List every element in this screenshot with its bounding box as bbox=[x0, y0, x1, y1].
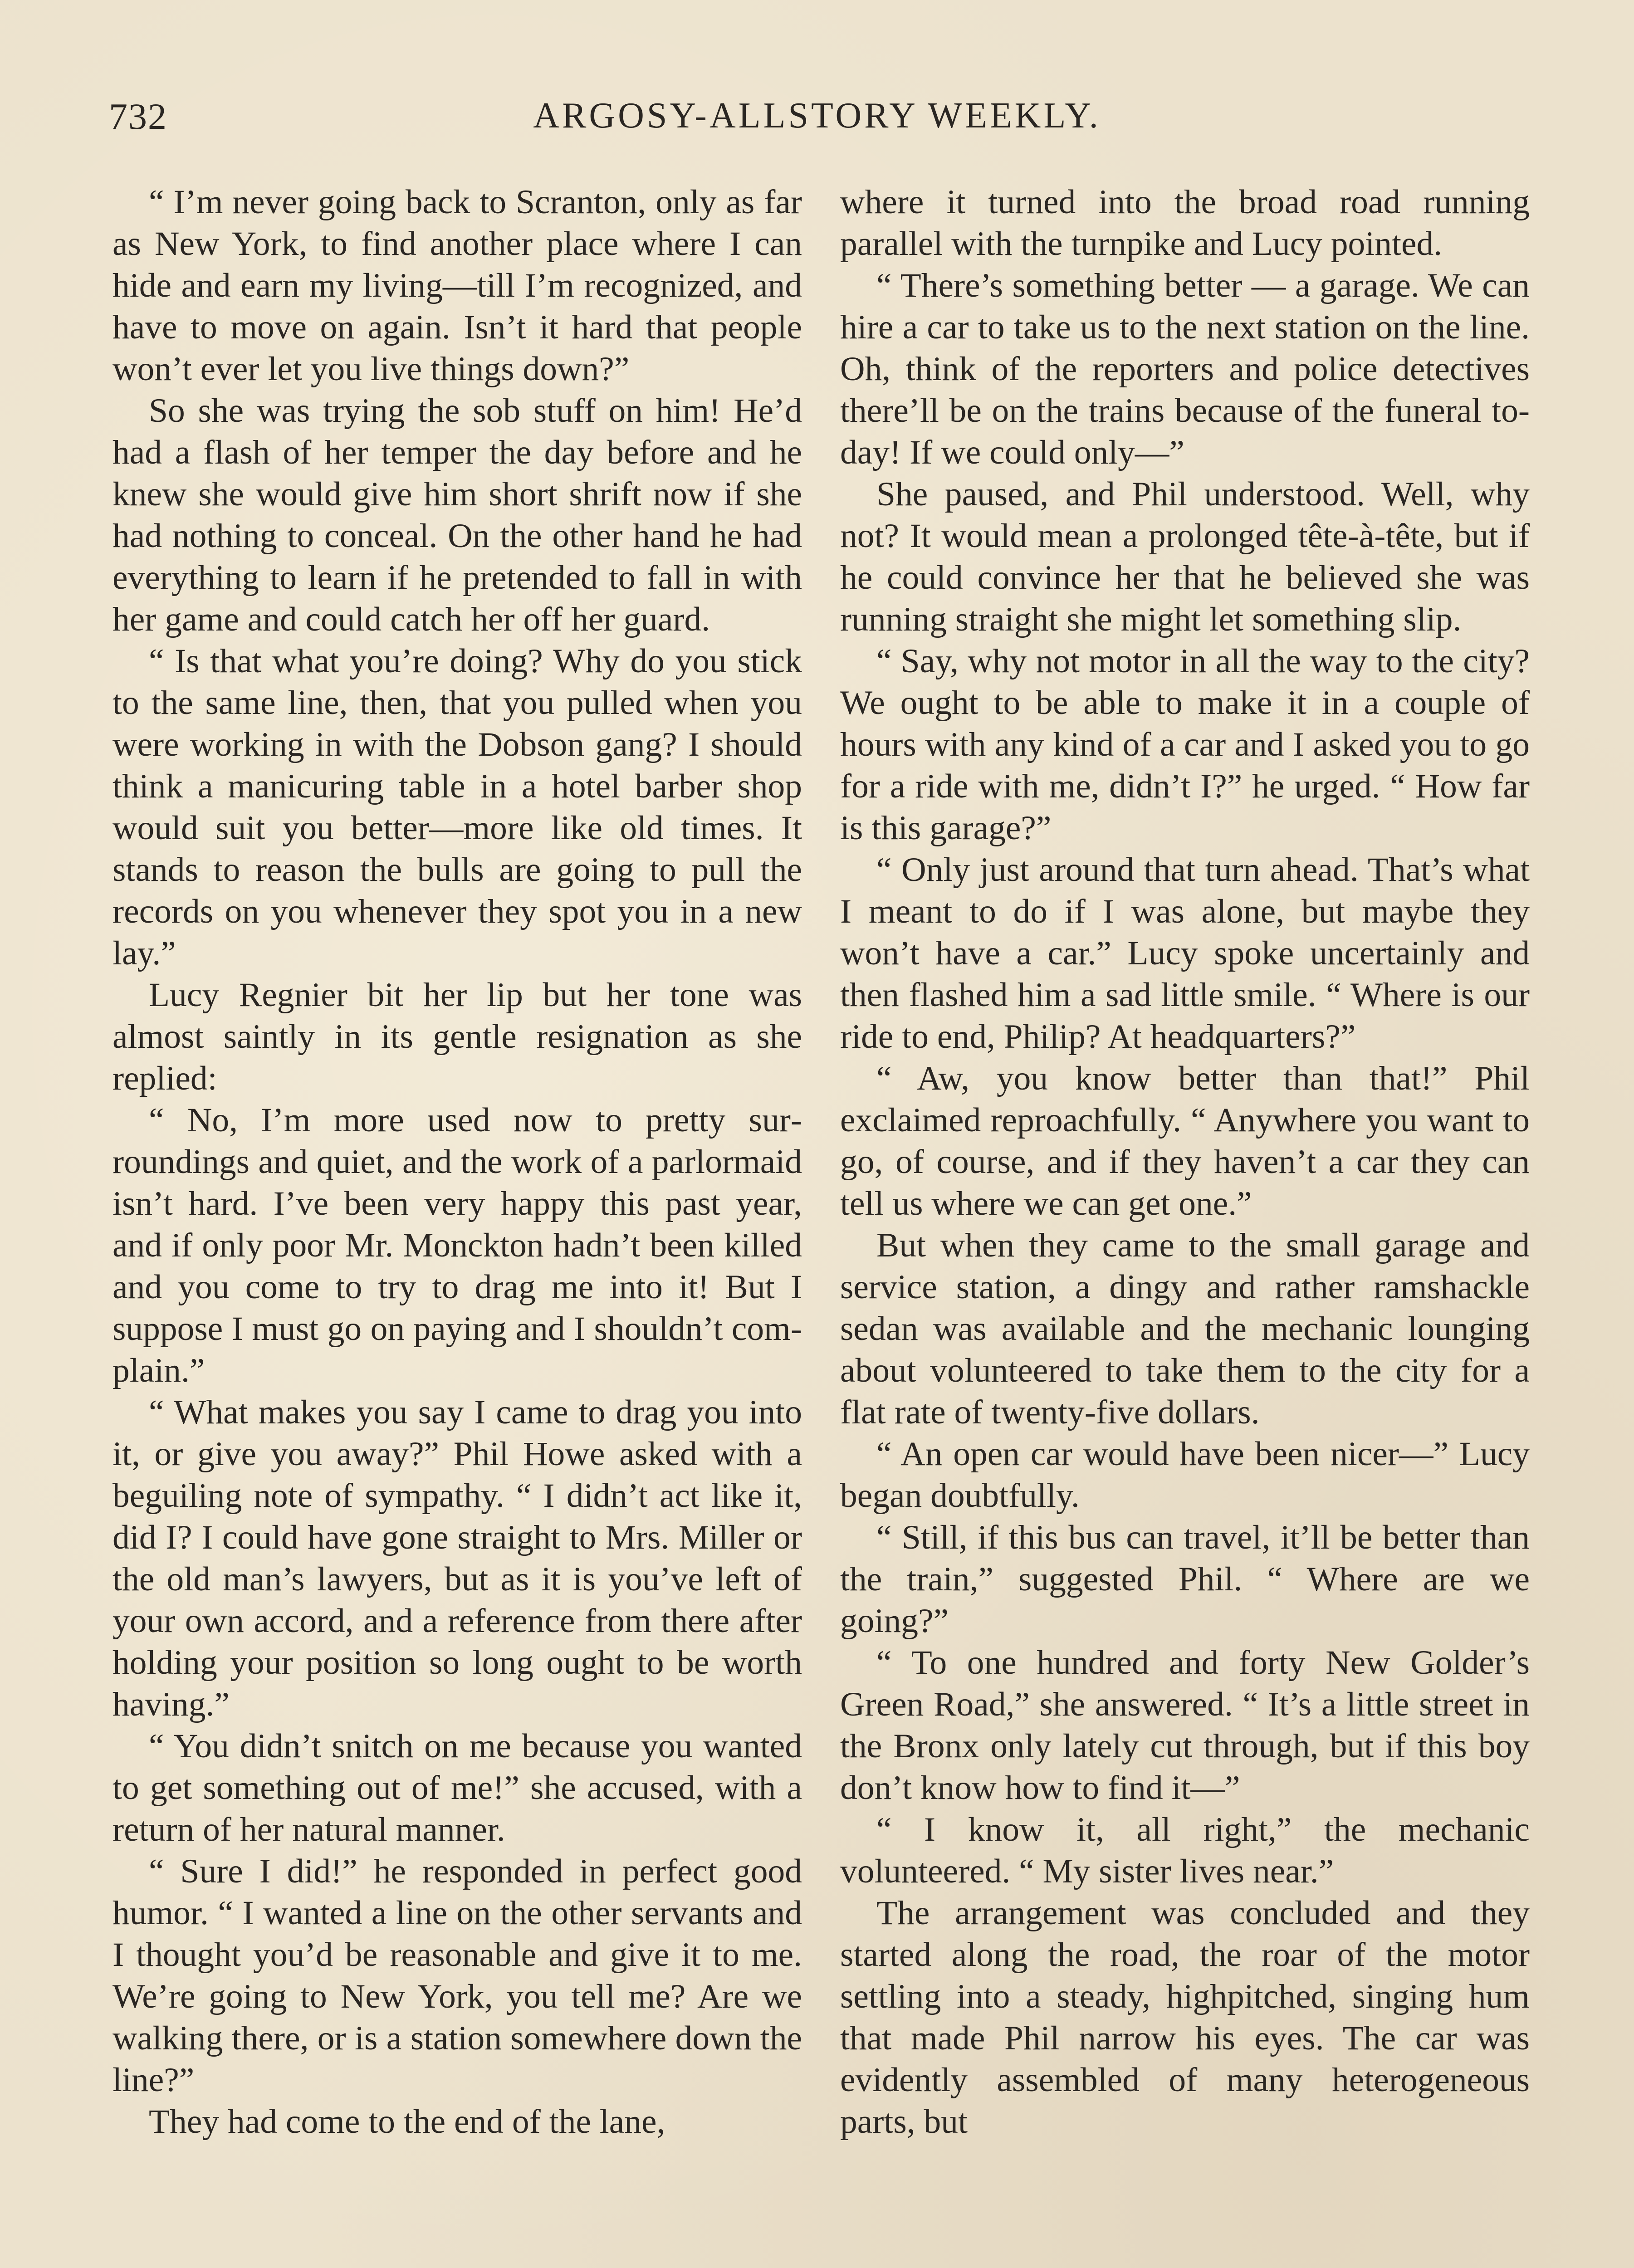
paragraph: But when they came to the small garage and service station, a dingy and rather ramshackle sedan was available and the mechanic lounging about volunteered to take them to the city for a flat rate of twenty-five dollars. bbox=[840, 1227, 1530, 1431]
paragraph: “ There’s something better — a garage. We can hire a car to take us to the next station on the line. Oh, think of the reporters and police detectives there’ll be on the trains because of the funeral to-day! If we could only—” bbox=[840, 267, 1530, 471]
right-column bbox=[840, 181, 1530, 2143]
paragraph: So she was trying the sob stuff on him! He’d had a flash of her temper the day before and he knew she would give him short shrift now if she had nothing to conceal. On the other hand he had everything to learn if he pretended to fall in with her game and could catch her off her guard. bbox=[113, 392, 802, 638]
paragraph: “ Say, why not motor in all the way to the city? We ought to be able to make it in a couple of hours with any kind of a car and I asked you to go for a ride with me, didn’t I?” he urged. “ How far is this garage?” bbox=[840, 642, 1530, 847]
paragraph: “ Aw, you know better than that!” Phil exclaimed reproachfully. “ Anywhere you want to go, of course, and if they haven’t a car they can tell us where we can get one.” bbox=[840, 1060, 1530, 1222]
page-number: 732 bbox=[109, 96, 167, 137]
paragraph: She paused, and Phil understood. Well, why not? It would mean a prolonged tête-à-tête, but if he could convince her that he believed she was running straight she might let something slip. bbox=[840, 475, 1530, 638]
paragraph: “ You didn’t snitch on me because you wanted to get something out of me!” she accused, with a return of her natural manner. bbox=[113, 1727, 802, 1848]
paragraph: Lucy Regnier bit her lip but her tone was almost saintly in its gentle resignation as she replied: bbox=[113, 976, 802, 1097]
page-header bbox=[109, 95, 1525, 150]
paragraph: “ No, I’m more used now to pretty surroundings and quiet, and the work of a parlormaid isn’t hard. I’ve been very happy this past year, and if only poor Mr. Monckton hadn’t been killed and you come to try to drag me into it! But I suppose I must go on paying and I shouldn’t complain.” bbox=[113, 1101, 802, 1389]
paragraph-continuation: where it turned into the broad road running parallel with the turnpike and Lucy pointed. bbox=[840, 183, 1530, 263]
paragraph: “ Is that what you’re doing? Why do you stick to the same line, then, that you pulled when you were working in with the Dobson gang? I should think a manicuring table in a hotel barber shop would suit you better—more like old times. It stands to reason the bulls are going to pull the records on you whenever they spot you in a new lay.” bbox=[113, 642, 802, 972]
paragraph: “ I’m never going back to Scranton, only as far as New York, to find another place where I can hide and earn my living—till I’m recognized, and have to move on again. Isn’t it hard that people won’t ever let you live things down?” bbox=[113, 183, 802, 388]
paragraph: “ Sure I did!” he responded in perfect good humor. “ I wanted a line on the other servants and I thought you’d be reasonable and give it to me. We’re going to New York, you tell me? Are we walking there, or is a station somewhere down the line?” bbox=[113, 1853, 802, 2099]
paragraph: “ What makes you say I came to drag you into it, or give you away?” Phil Howe asked with a beguiling note of sympathy. “ I didn’t act like it, did I? I could have gone straight to Mrs. Miller or the old man’s lawyers, but as it is you’ve left of your own accord, and a reference from there after holding your position so long ought to be worth having.” bbox=[113, 1393, 802, 1723]
paragraph: They had come to the end of the lane, bbox=[149, 2103, 665, 2141]
paragraph: “ I know it, all right,” the mechanic volunteered. “ My sister lives near.” bbox=[840, 1811, 1530, 1890]
running-title: ARGOSY-ALLSTORY WEEKLY. bbox=[533, 96, 1101, 136]
paragraph: “ Still, if this bus can travel, it’ll be better than the train,” suggested Phil. “ Where are we going?” bbox=[840, 1519, 1530, 1640]
paragraph: “ Only just around that turn ahead. That’s what I meant to do if I was alone, but maybe they won’t have a car.” Lucy spoke uncertainly and then flashed him a sad little smile. “ Where is our ride to end, Philip? At headquarters?” bbox=[840, 851, 1530, 1056]
paragraph: The arrangement was concluded and they started along the road, the roar of the motor settling into a steady, highpitched, singing hum that made Phil narrow his eyes. The car was evidently assembled of many heterogeneous parts, but bbox=[840, 1894, 1530, 2141]
paragraph: “ To one hundred and forty New Golder’s Green Road,” she answered. “ It’s a little street in the Bronx only lately cut through, but if this boy don’t know how to find it—” bbox=[840, 1644, 1530, 1807]
paragraph: “ An open car would have been nicer—” Lucy began doubtfully. bbox=[840, 1435, 1530, 1515]
left-column bbox=[113, 181, 802, 2143]
